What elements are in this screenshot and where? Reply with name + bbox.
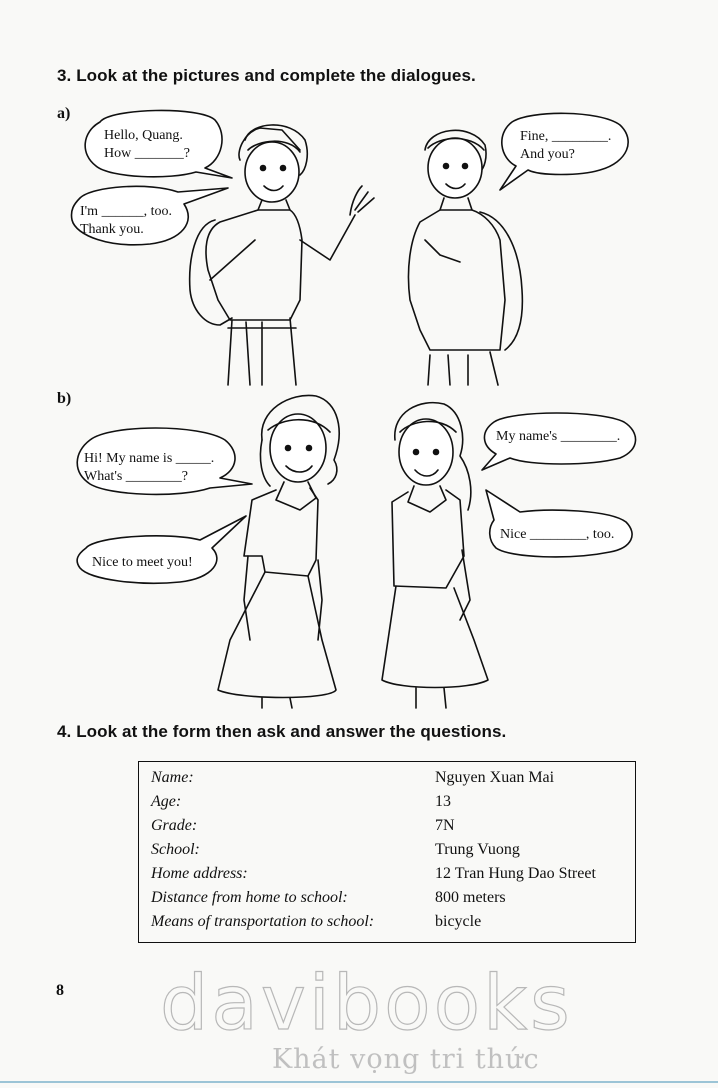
form-label: Age:: [151, 793, 182, 810]
student-info-form: [138, 761, 636, 943]
form-value: 12 Tran Hung Dao Street: [435, 865, 596, 882]
bubble-a1-text: Hello, Quang. How _______?: [104, 128, 190, 161]
form-value: 800 meters: [435, 889, 506, 906]
form-value: 7N: [435, 817, 455, 834]
part-b-label: b): [57, 390, 72, 407]
form-row-age: [151, 792, 451, 812]
bubble-b2-text: Nice to meet you!: [92, 555, 193, 570]
girl-figure-right: [382, 403, 488, 708]
form-label: Grade:: [151, 817, 198, 834]
speech-bubble-b2: [77, 516, 246, 583]
form-row-school: [151, 840, 520, 860]
form-value: bicycle: [435, 913, 482, 930]
girl-figure-left: [218, 395, 339, 708]
form-row-name: [151, 768, 555, 788]
form-value: 13: [435, 793, 451, 810]
page-number: 8: [56, 982, 64, 999]
bubble-b4-text: Nice ________, too.: [500, 527, 615, 542]
speech-bubble-b4: [486, 490, 632, 557]
exercise-3-heading: 3. Look at the pictures and complete the dialogues.: [57, 66, 476, 85]
form-label: School:: [151, 841, 200, 858]
part-a-label: a): [57, 105, 71, 122]
bubble-a2-text: I'm ______, too. Thank you.: [80, 204, 172, 237]
watermark-logo: davibooks: [160, 958, 573, 1047]
form-label: Home address:: [151, 865, 248, 882]
form-label: Means of transportation to school:: [151, 913, 375, 930]
exercise-4-heading: 4. Look at the form then ask and answer the questions.: [57, 722, 507, 741]
form-row-distance: [151, 888, 506, 908]
boy-quang-figure: [190, 125, 374, 385]
form-value: Nguyen Xuan Mai: [435, 769, 555, 786]
form-row-home-address: [151, 864, 596, 884]
boy-figure-right: [408, 130, 522, 385]
watermark-tagline: Khát vọng tri thức: [272, 1044, 540, 1075]
bubble-a3-text: Fine, ________. And you?: [520, 129, 612, 162]
form-row-transportation: [151, 912, 482, 932]
form-label: Distance from home to school:: [151, 889, 348, 906]
bubble-b3-text: My name's ________.: [496, 429, 621, 444]
bubble-b1-text: Hi! My name is _____. What's ________?: [84, 451, 215, 484]
page-bottom-rule: [0, 1081, 718, 1083]
form-value: Trung Vuong: [435, 841, 520, 858]
form-row-grade: [151, 816, 455, 836]
form-label: Name:: [151, 769, 194, 786]
